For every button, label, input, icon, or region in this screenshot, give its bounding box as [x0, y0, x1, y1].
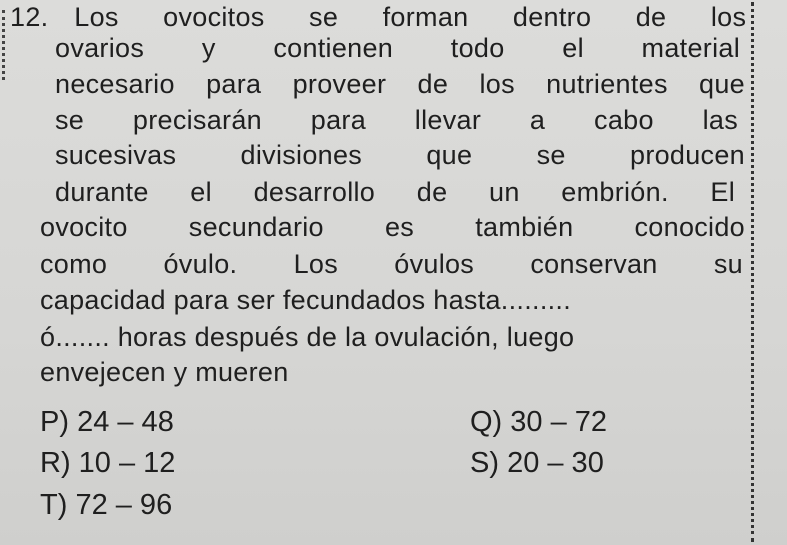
option-value: 24 – 48 — [77, 406, 174, 438]
option-value: 72 – 96 — [75, 489, 173, 521]
question-line-1 — [10, 0, 747, 34]
option-q[interactable] — [470, 405, 607, 439]
question-text: Los ovocitos se forman dentro de los — [74, 2, 747, 32]
option-label: P) — [40, 406, 69, 438]
option-value: 20 – 30 — [507, 447, 604, 479]
option-r[interactable] — [40, 446, 175, 480]
question-line-8: como óvulo. Los óvulos conservan su — [40, 249, 743, 279]
question-line-3: necesario para proveer de los nutrientes que — [55, 69, 745, 99]
question-line-6: durante el desarrollo de un embrión. El — [55, 177, 735, 207]
dotted-margin-right — [751, 2, 758, 542]
dotted-margin-left — [2, 10, 9, 80]
option-t[interactable] — [40, 488, 172, 522]
question-line-7: ovocito secundario es también conocido — [40, 212, 745, 242]
question-line-10: ó....... horas después de la ovulación, luego — [40, 322, 575, 352]
option-value: 10 – 12 — [78, 447, 176, 479]
option-value: 30 – 72 — [510, 406, 608, 438]
option-p[interactable] — [40, 405, 174, 439]
question-line-2: ovarios y contienen todo el material — [55, 33, 740, 63]
question-number: 12. — [10, 2, 49, 32]
option-label: S) — [470, 447, 499, 479]
question-line-9: capacidad para ser fecundados hasta......... — [40, 285, 572, 315]
option-s[interactable] — [470, 446, 604, 480]
option-label: T) — [40, 489, 68, 521]
question-line-11: envejecen y mueren — [40, 357, 289, 387]
question-line-5: sucesivas divisiones que se producen — [55, 140, 745, 170]
option-label: Q) — [470, 406, 503, 438]
question-line-4: se precisarán para llevar a cabo las — [55, 105, 738, 135]
option-label: R) — [40, 447, 71, 479]
